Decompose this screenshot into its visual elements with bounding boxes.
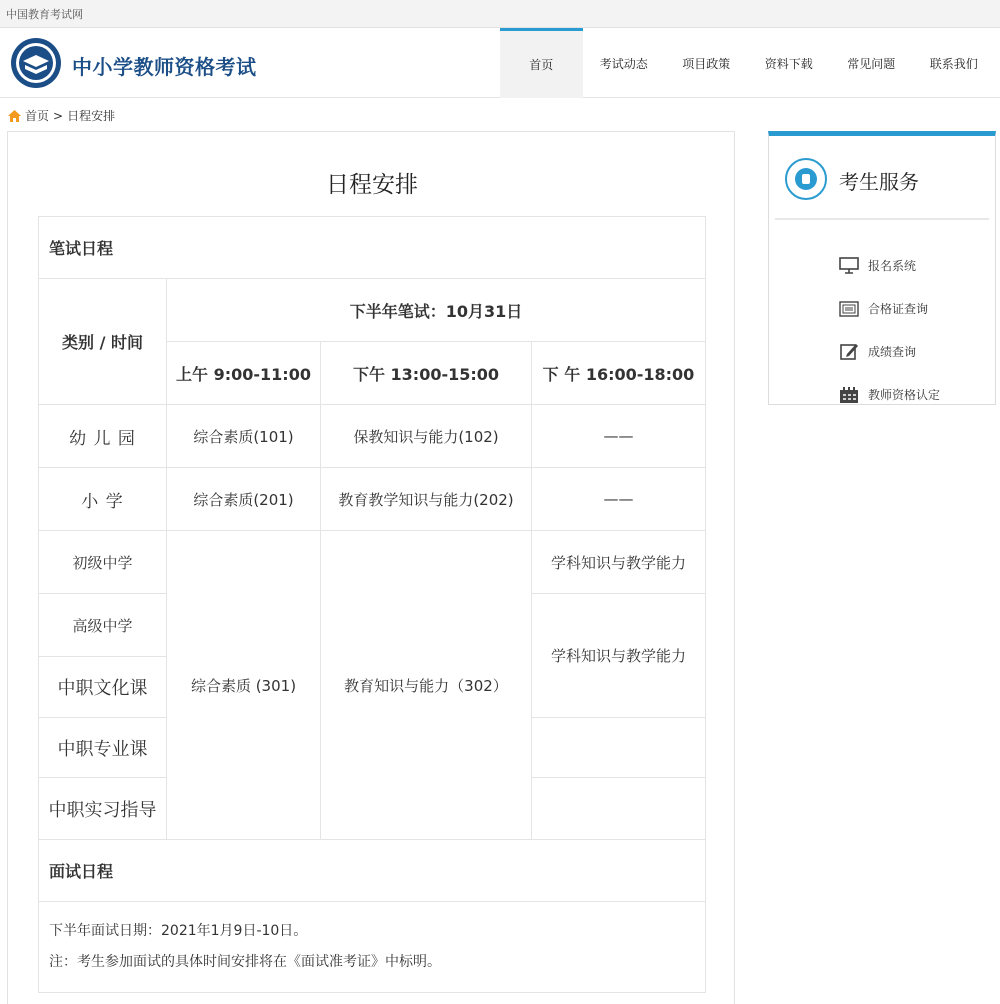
category-voc-major: 中职专业课	[39, 718, 167, 778]
service-registration[interactable]	[839, 244, 940, 287]
services-list	[839, 244, 940, 416]
site-title[interactable]: 中小学教师资格考试	[72, 55, 257, 79]
secondary-morning: 综合素质 (301)	[167, 531, 321, 840]
candidate-services-panel	[768, 131, 996, 405]
slot-evening: 下 午 16:00-18:00	[532, 342, 706, 405]
monitor-icon	[839, 257, 859, 275]
service-score-query[interactable]	[839, 330, 940, 373]
category-voc-intern: 中职实习指导	[39, 778, 167, 840]
category-kindergarten: 幼 儿 园	[39, 405, 167, 468]
written-date-header: 下半年笔试：10月31日	[167, 279, 706, 342]
services-title: 考生服务	[839, 170, 919, 194]
primary-afternoon: 教育教学知识与能力(202)	[321, 468, 532, 531]
interview-notes	[39, 902, 706, 993]
service-certificate-query[interactable]	[839, 287, 940, 330]
category-voc-culture: 中职文化课	[39, 657, 167, 718]
breadcrumb-home[interactable]: 首页	[25, 109, 50, 123]
nav-policies[interactable]: 项目政策	[682, 56, 731, 71]
top-bar-text: 中国教育考试网	[6, 8, 83, 21]
written-section-title: 笔试日程	[39, 217, 706, 279]
nav-home[interactable]: 首页	[500, 28, 583, 98]
top-bar	[0, 0, 1000, 28]
secondary-afternoon: 教育知识与能力（302）	[321, 531, 532, 840]
page-title: 日程安排	[326, 172, 418, 198]
junior-evening: 学科知识与教学能力	[532, 531, 706, 594]
primary-evening: ——	[532, 468, 706, 531]
nav-downloads[interactable]: 资料下载	[764, 56, 813, 71]
category-junior: 初级中学	[39, 531, 167, 594]
schedule-table	[38, 216, 706, 993]
service-registration-label: 报名系统	[868, 259, 917, 273]
primary-morning: 综合素质(201)	[167, 468, 321, 531]
senior-evening: 学科知识与教学能力	[532, 594, 706, 718]
slot-morning: 上午 9:00-11:00	[167, 342, 321, 405]
kindergarten-afternoon: 保教知识与能力(102)	[321, 405, 532, 468]
interview-date: 下半年面试日期：2021年1月9日-10日。	[49, 923, 308, 939]
services-divider	[775, 218, 989, 220]
slot-afternoon: 下午 13:00-15:00	[321, 342, 532, 405]
site-header	[0, 28, 1000, 98]
category-senior: 高级中学	[39, 594, 167, 657]
category-primary: 小 学	[39, 468, 167, 531]
main-content	[7, 131, 735, 1004]
service-certificate-query-label: 合格证查询	[868, 302, 929, 316]
services-header	[769, 136, 995, 218]
calendar-icon	[839, 386, 859, 404]
breadcrumb-current: 日程安排	[67, 109, 116, 123]
category-time-header: 类别 / 时间	[39, 279, 167, 405]
interview-note: 注：考生参加面试的具体时间安排将在《面试准考证》中标明。	[49, 954, 441, 970]
nav-exam-news[interactable]: 考试动态	[599, 56, 648, 71]
nav-contact[interactable]: 联系我们	[929, 56, 978, 71]
voc-major-evening	[532, 718, 706, 778]
edit-icon	[839, 343, 859, 361]
service-score-query-label: 成绩查询	[868, 345, 917, 359]
kindergarten-evening: ——	[532, 405, 706, 468]
nav-faq[interactable]: 常见问题	[847, 56, 896, 71]
service-teacher-certification-label: 教师资格认定	[868, 388, 941, 402]
service-teacher-certification[interactable]	[839, 373, 940, 416]
kindergarten-morning: 综合素质(101)	[167, 405, 321, 468]
logo-icon[interactable]	[10, 37, 62, 89]
breadcrumb-separator: >	[53, 108, 64, 123]
main-nav	[500, 28, 995, 98]
voc-intern-evening	[532, 778, 706, 840]
contact-book-icon	[785, 158, 827, 200]
home-icon[interactable]	[8, 110, 21, 122]
interview-section-title: 面试日程	[39, 840, 706, 902]
breadcrumb	[8, 107, 115, 124]
certificate-icon	[839, 300, 859, 318]
